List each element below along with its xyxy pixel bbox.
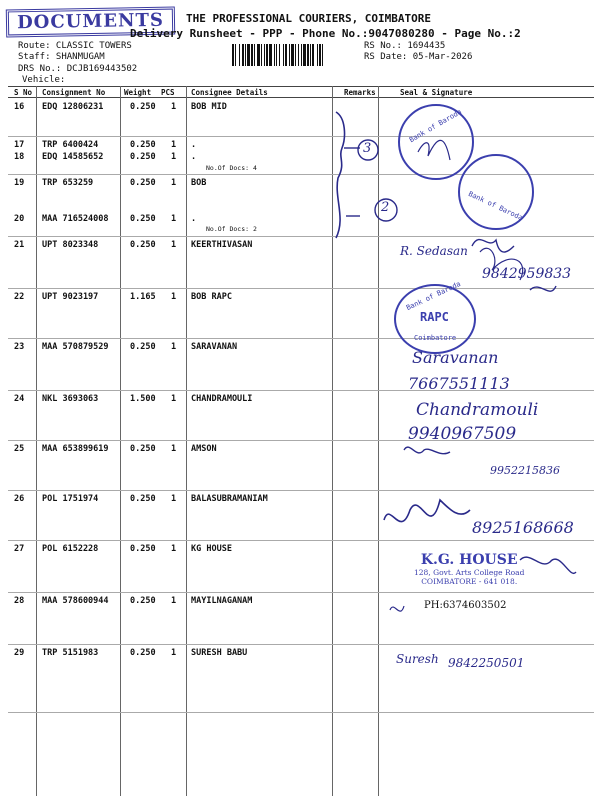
table-header	[8, 86, 594, 98]
row-pcs: 1	[171, 596, 177, 606]
vehicle-label: Vehicle:	[22, 75, 66, 85]
row-consignee: BOB RAPC	[191, 292, 232, 302]
row-sno: 16	[14, 102, 25, 112]
row-weight: 0.250	[130, 444, 156, 454]
row-consignee: .	[191, 152, 197, 162]
row-pcs: 1	[171, 494, 177, 504]
row-consignment-no: TRP 5151983	[42, 648, 99, 658]
row-consignment-no: EDQ 12806231	[42, 102, 104, 112]
remark-count: 3	[363, 141, 372, 156]
row-consignment-no: UPT 8023348	[42, 240, 99, 250]
row-sno: 29	[14, 648, 25, 658]
signature-phone: 8925168668	[472, 518, 574, 537]
col-seal: Seal & Signature	[400, 88, 473, 97]
docs-count-note: No.Of Docs: 2	[206, 225, 257, 233]
row-consignee: BALASUBRAMANIAM	[191, 494, 268, 504]
rs-date: RS Date: 05-Mar-2026	[364, 52, 473, 62]
row-sno: 24	[14, 394, 25, 404]
remark-count: 2	[381, 200, 390, 215]
row-weight: 0.250	[130, 494, 156, 504]
row-weight: 0.250	[130, 214, 156, 224]
signature-phone: 7667551113	[408, 374, 510, 393]
signature-phone: PH:6374603502	[424, 600, 507, 611]
row-consignee: CHANDRAMOULI	[191, 394, 253, 404]
row-pcs: 1	[171, 152, 177, 162]
row-consignment-no: EDQ 14585652	[42, 152, 104, 162]
signature-name: R. Sedasan	[400, 244, 468, 258]
row-weight: 0.250	[130, 342, 156, 352]
row-weight: 0.250	[130, 102, 156, 112]
signature-phone: 9842250501	[448, 656, 525, 670]
row-sno: 25	[14, 444, 25, 454]
row-pcs: 1	[171, 394, 177, 404]
row-weight: 0.250	[130, 648, 156, 658]
runsheet-subtitle: Delivery Runsheet - PPP - Phone No.:9047080280 - Page No.:2	[130, 27, 521, 40]
col-sno: S No	[14, 88, 33, 97]
row-pcs: 1	[171, 178, 177, 188]
row-sno: 22	[14, 292, 25, 302]
row-consignment-no: TRP 6400424	[42, 140, 99, 150]
col-remarks: Remarks	[344, 88, 376, 97]
row-weight: 0.250	[130, 240, 156, 250]
row-consignment-no: TRP 653259	[42, 178, 94, 188]
staff-label: Staff: SHANMUGAM	[18, 52, 105, 62]
row-consignee: MAYILNAGANAM	[191, 596, 253, 606]
row-pcs: 1	[171, 544, 177, 554]
row-sno: 17	[14, 140, 25, 150]
signature-name: Chandramouli	[416, 400, 539, 420]
col-weight: Weight	[124, 88, 152, 97]
kg-house-stamp: K.G. HOUSE 128, Govt. Arts College Road COIMBATORE - 641 018.	[414, 552, 525, 586]
signature-name: Saravanan	[412, 348, 499, 367]
row-weight: 0.250	[130, 152, 156, 162]
row-weight: 0.250	[130, 544, 156, 554]
row-consignment-no: MAA 570879529	[42, 342, 109, 352]
rs-number: RS No.: 1694435	[364, 41, 446, 51]
row-weight: 0.250	[130, 140, 156, 150]
row-pcs: 1	[171, 140, 177, 150]
row-sno: 23	[14, 342, 25, 352]
row-pcs: 1	[171, 240, 177, 250]
row-pcs: 1	[171, 648, 177, 658]
row-consignee: KEERTHIVASAN	[191, 240, 253, 250]
row-pcs: 1	[171, 214, 177, 224]
row-consignment-no: POL 6152228	[42, 544, 99, 554]
row-consignee: BOB MID	[191, 102, 227, 112]
row-consignee: BOB	[191, 178, 207, 188]
route-label: Route: CLASSIC TOWERS	[18, 41, 132, 51]
col-consignee: Consignee Details	[191, 88, 268, 97]
col-pcs: PCS	[161, 88, 175, 97]
row-consignee: SURESH BABU	[191, 648, 248, 658]
bank-stamp: Bank of Baroda	[458, 154, 534, 230]
handwritten-signatures	[380, 100, 590, 760]
signature-phone: 9842959833	[482, 266, 572, 282]
row-sno: 19	[14, 178, 25, 188]
row-weight: 0.250	[130, 178, 156, 188]
company-title: THE PROFESSIONAL COURIERS, COIMBATORE	[186, 12, 432, 25]
bank-stamp-rapc: Bank of Baroda RAPC Coimbatore	[394, 284, 476, 354]
row-pcs: 1	[171, 102, 177, 112]
docs-count-note: No.Of Docs: 4	[206, 164, 257, 172]
row-consignment-no: POL 1751974	[42, 494, 99, 504]
row-consignee: AMSON	[191, 444, 217, 454]
row-consignee: .	[191, 214, 197, 224]
row-consignee: SARAVANAN	[191, 342, 238, 352]
col-consignment: Consignment No	[42, 88, 106, 97]
bank-stamp: Bank of Baroda	[398, 104, 474, 180]
barcode	[232, 44, 357, 66]
row-consignment-no: NKL 3693063	[42, 394, 99, 404]
row-consignment-no: MAA 653899619	[42, 444, 109, 454]
row-consignment-no: MAA 578600944	[42, 596, 109, 606]
row-pcs: 1	[171, 292, 177, 302]
row-consignee: KG HOUSE	[191, 544, 232, 554]
row-weight: 1.500	[130, 394, 156, 404]
row-weight: 1.165	[130, 292, 156, 302]
signature-phone: 9952215836	[490, 464, 560, 477]
documents-stamp: DOCUMENTS	[6, 7, 175, 38]
row-sno: 27	[14, 544, 25, 554]
row-sno: 26	[14, 494, 25, 504]
signature-phone: 9940967509	[408, 424, 517, 444]
signature-name: Suresh	[396, 652, 439, 666]
row-sno: 21	[14, 240, 25, 250]
row-pcs: 1	[171, 342, 177, 352]
row-consignee: .	[191, 140, 197, 150]
row-sno: 28	[14, 596, 25, 606]
row-consignment-no: MAA 716524008	[42, 214, 109, 224]
row-sno: 18	[14, 152, 25, 162]
row-pcs: 1	[171, 444, 177, 454]
row-sno: 20	[14, 214, 25, 224]
drs-number: DRS No.: DCJB169443502	[18, 64, 138, 74]
row-consignment-no: UPT 9023197	[42, 292, 99, 302]
row-weight: 0.250	[130, 596, 156, 606]
